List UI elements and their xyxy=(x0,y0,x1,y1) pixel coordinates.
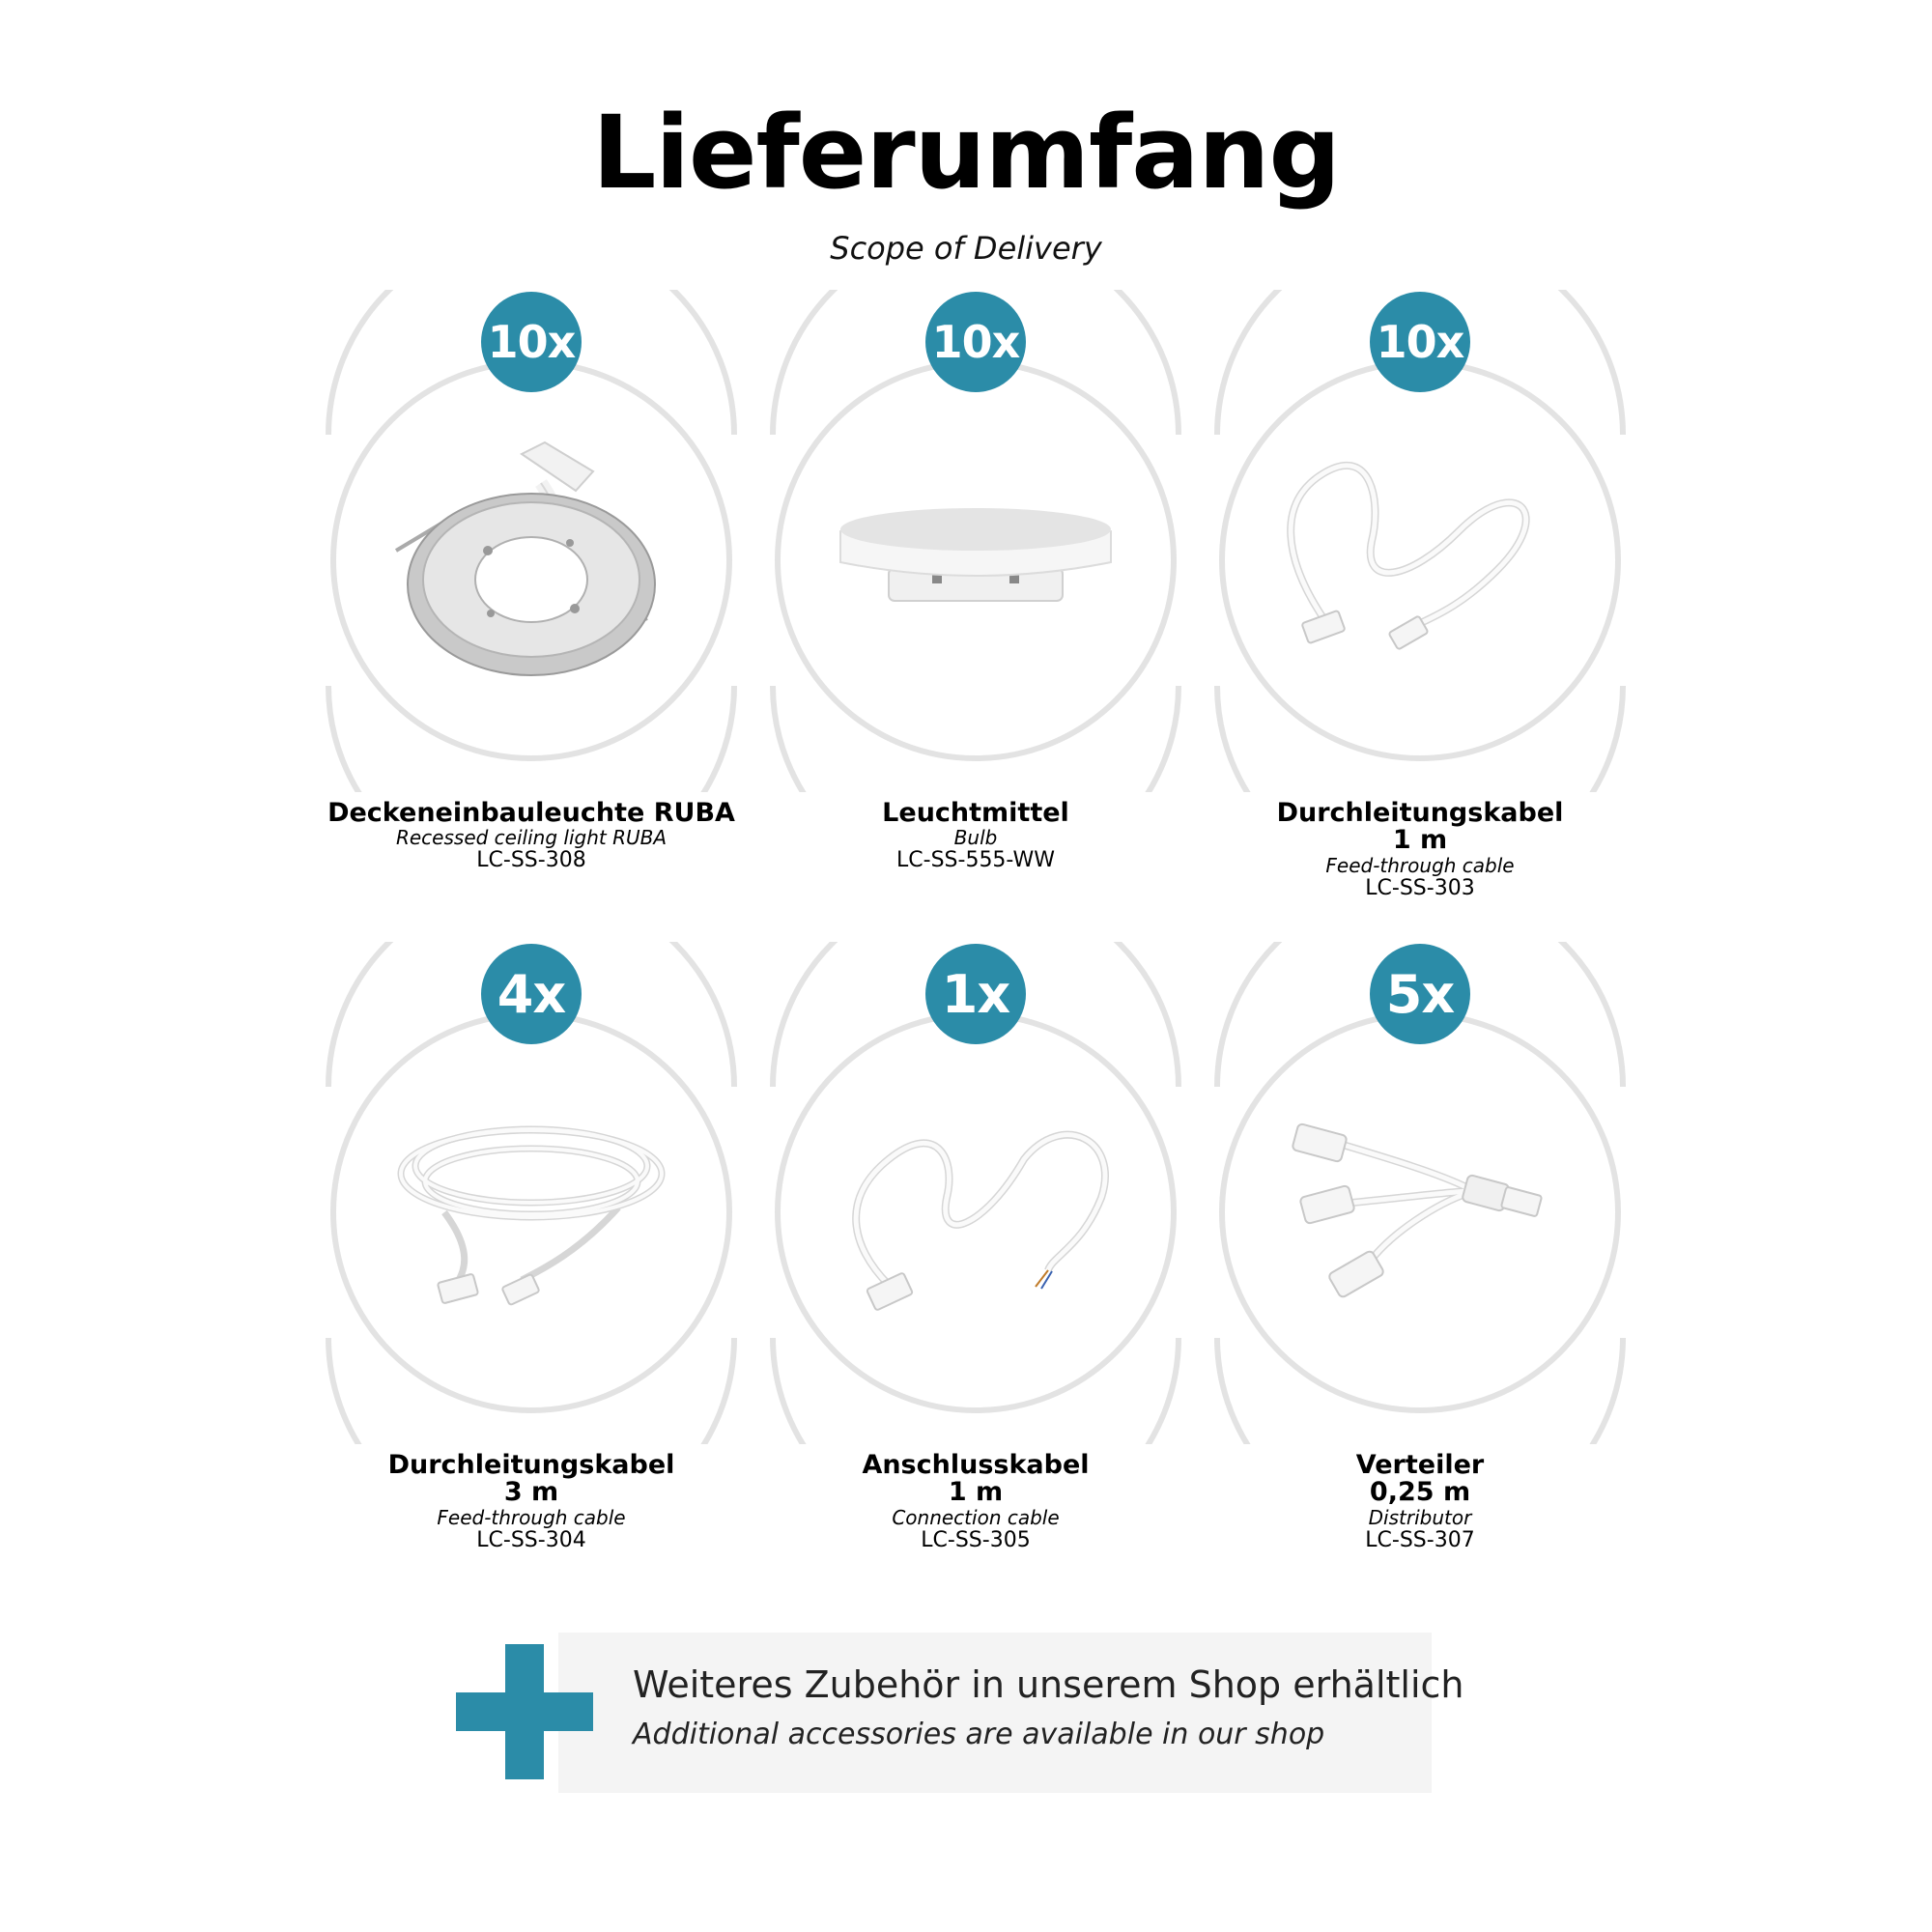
quantity-badge: 10x xyxy=(925,292,1026,392)
accessories-text-en: Additional accessories are available in our shop xyxy=(633,1718,1325,1751)
item-name: Deckeneinbauleuchte RUBA xyxy=(327,798,735,828)
quantity-badge: 10x xyxy=(1370,292,1470,392)
long-cable-icon xyxy=(386,1106,676,1319)
item-size: 0,25 m xyxy=(1369,1477,1471,1508)
item-name: Durchleitungskabel xyxy=(387,1450,675,1480)
item-name: Verteiler xyxy=(1355,1450,1485,1480)
item-sku: LC-SS-304 xyxy=(476,1527,586,1552)
item-sku: LC-SS-308 xyxy=(476,848,586,873)
item-size: 1 m xyxy=(1392,825,1448,856)
delivery-item xyxy=(753,942,1198,1618)
item-name-en: Connection cable xyxy=(892,1505,1060,1529)
bulb-icon xyxy=(831,493,1121,638)
item-caption xyxy=(1150,800,1690,899)
item-name-en: Feed-through cable xyxy=(437,1505,626,1529)
delivery-item xyxy=(753,290,1198,966)
delivery-item xyxy=(1198,942,1642,1618)
accessories-banner xyxy=(558,1633,1432,1793)
quantity-badge: 10x xyxy=(481,292,582,392)
recessed-ceiling-light-icon xyxy=(377,435,686,686)
distributor-icon xyxy=(1275,1106,1565,1319)
delivery-item xyxy=(1198,290,1642,966)
item-size: 1 m xyxy=(948,1477,1004,1508)
item-name: Leuchtmittel xyxy=(882,798,1069,828)
item-name-en: Bulb xyxy=(953,826,998,850)
item-name: Anschlusskabel xyxy=(862,1450,1090,1480)
item-sku: LC-SS-305 xyxy=(921,1527,1031,1552)
item-caption xyxy=(1150,1452,1690,1551)
delivery-item xyxy=(309,942,753,1618)
delivery-item xyxy=(309,290,753,966)
item-name-en: Recessed ceiling light RUBA xyxy=(395,826,668,850)
accessories-text: Weiteres Zubehör in unserem Shop erhältlich xyxy=(633,1663,1464,1706)
connection-cable-icon xyxy=(831,1101,1121,1323)
item-name-en: Feed-through cable xyxy=(1325,853,1515,877)
quantity-badge: 5x xyxy=(1370,944,1470,1044)
item-name-en: Distributor xyxy=(1368,1505,1472,1529)
plus-icon xyxy=(456,1644,593,1779)
item-size: 3 m xyxy=(503,1477,559,1508)
item-sku: LC-SS-303 xyxy=(1365,875,1475,900)
item-sku: LC-SS-307 xyxy=(1365,1527,1475,1552)
feed-through-cable-icon xyxy=(1265,444,1555,686)
page-title: Lieferumfang xyxy=(592,94,1340,212)
item-name: Durchleitungskabel xyxy=(1276,798,1564,828)
quantity-badge: 1x xyxy=(925,944,1026,1044)
item-sku: LC-SS-555-WW xyxy=(896,848,1055,873)
page-subtitle: Scope of Delivery xyxy=(830,230,1102,267)
quantity-badge: 4x xyxy=(481,944,582,1044)
